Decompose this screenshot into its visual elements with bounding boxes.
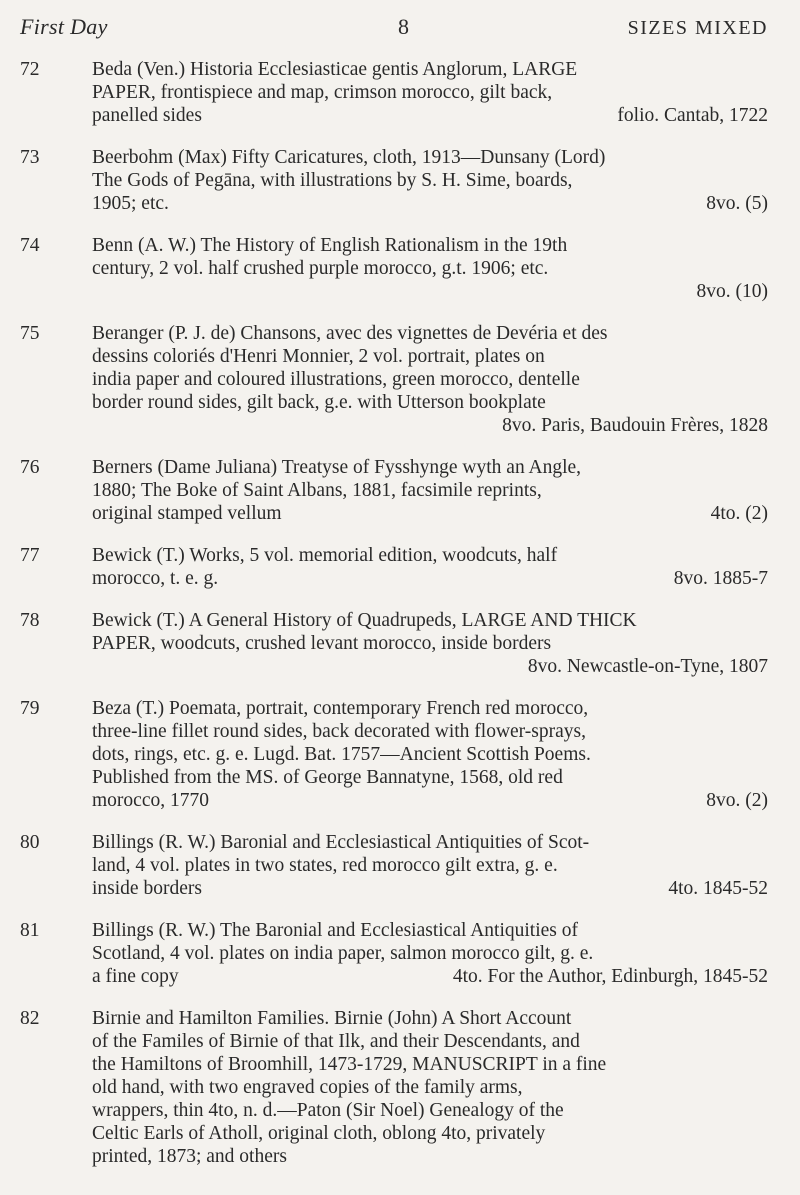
lot-line: 8vo. (10) <box>696 281 768 302</box>
lot-line: old hand, with two engraved copies of the family arms, <box>92 1077 523 1098</box>
lot-line-part: panelled sides <box>92 105 202 126</box>
lot-line: PAPER, frontispiece and map, crimson morocco, gilt back, <box>92 82 553 103</box>
lot-line: the Hamiltons of Broomhill, 1473-1729, MANUSCRIPT in a fine <box>92 1054 607 1075</box>
lot-number: 82 <box>20 1008 40 1029</box>
lot-number: 72 <box>20 59 40 80</box>
page-header <box>20 14 768 40</box>
lot-entry <box>20 146 768 215</box>
lot-entry <box>20 609 768 678</box>
lot-line: Celtic Earls of Atholl, original cloth, oblong 4to, privately <box>92 1123 546 1144</box>
lot-description <box>92 58 768 127</box>
lot-line: 8vo. Paris, Baudouin Frères, 1828 <box>502 415 768 436</box>
lot-line: century, 2 vol. half crushed purple morocco, g.t. 1906; etc. <box>92 258 549 279</box>
lot-line: wrappers, thin 4to, n. d.—Paton (Sir Noel) Genealogy of the <box>92 1100 564 1121</box>
lot-line: Scotland, 4 vol. plates on india paper, salmon morocco gilt, g. e. <box>92 943 594 964</box>
lot-line-part: inside borders <box>92 878 202 899</box>
lot-description <box>92 697 768 812</box>
lot-entry <box>20 831 768 900</box>
lot-line <box>92 192 768 215</box>
lot-number: 77 <box>20 545 40 566</box>
lot-line: Billings (R. W.) The Baronial and Ecclesiastical Antiquities of <box>92 920 578 941</box>
lot-description <box>92 919 768 988</box>
lot-description <box>92 234 768 303</box>
lot-line-part: 8vo. 1885-7 <box>673 568 768 589</box>
lot-line <box>92 567 768 590</box>
lot-line: dessins coloriés d'Henri Monnier, 2 vol. portrait, plates on <box>92 346 545 367</box>
lot-description <box>92 456 768 525</box>
lot-line: Bewick (T.) A General History of Quadrupeds, LARGE AND THICK <box>92 610 637 631</box>
lot-description <box>92 609 768 678</box>
lot-description <box>92 322 768 437</box>
lot-list <box>20 58 768 1168</box>
lot-line-part: morocco, t. e. g. <box>92 568 219 589</box>
lot-number: 74 <box>20 235 40 256</box>
lot-line: Beerbohm (Max) Fifty Caricatures, cloth, 1913—Dunsany (Lord) <box>92 147 606 168</box>
lot-entry <box>20 58 768 127</box>
lot-description <box>92 1007 768 1168</box>
lot-line: 1880; The Boke of Saint Albans, 1881, facsimile reprints, <box>92 480 542 501</box>
lot-line <box>92 502 768 525</box>
lot-line <box>92 104 768 127</box>
lot-line <box>92 789 768 812</box>
lot-line: border round sides, gilt back, g.e. with Utterson bookplate <box>92 392 546 413</box>
lot-description <box>92 831 768 900</box>
lot-entry <box>20 234 768 303</box>
lot-line: Bewick (T.) Works, 5 vol. memorial edition, woodcuts, half <box>92 545 558 566</box>
lot-line-part: morocco, 1770 <box>92 790 209 811</box>
lot-line-part: 1905; etc. <box>92 193 169 214</box>
lot-line-part: 4to. For the Author, Edinburgh, 1845-52 <box>452 966 768 987</box>
lot-number: 73 <box>20 147 40 168</box>
lot-line: Benn (A. W.) The History of English Rationalism in the 19th <box>92 235 568 256</box>
lot-line: 8vo. Newcastle-on-Tyne, 1807 <box>527 656 768 677</box>
lot-entry <box>20 697 768 812</box>
lot-number: 76 <box>20 457 40 478</box>
header-left: First Day <box>20 14 108 39</box>
lot-description <box>92 544 768 590</box>
lot-line: printed, 1873; and others <box>92 1146 287 1167</box>
lot-line-part: 8vo. (2) <box>706 790 768 811</box>
page-number: 8 <box>398 14 410 39</box>
lot-description <box>92 146 768 215</box>
lot-line-part: 4to. 1845-52 <box>668 878 768 899</box>
lot-line: Beranger (P. J. de) Chansons, avec des vignettes de Devéria et des <box>92 323 608 344</box>
lot-line: of the Familes of Birnie of that Ilk, and their Descendants, and <box>92 1031 580 1052</box>
lot-line: Beda (Ven.) Historia Ecclesiasticae gentis Anglorum, LARGE <box>92 59 578 80</box>
lot-number: 81 <box>20 920 40 941</box>
lot-entry <box>20 322 768 437</box>
lot-line-part: 4to. (2) <box>710 503 768 524</box>
header-right: SIZES MIXED <box>627 17 768 39</box>
lot-line: PAPER, woodcuts, crushed levant morocco, inside borders <box>92 633 552 654</box>
lot-line: india paper and coloured illustrations, green morocco, dentelle <box>92 369 580 390</box>
lot-entry <box>20 456 768 525</box>
lot-line: Berners (Dame Juliana) Treatyse of Fysshynge wyth an Angle, <box>92 457 582 478</box>
lot-number: 78 <box>20 610 40 631</box>
lot-number: 75 <box>20 323 40 344</box>
lot-number: 80 <box>20 832 40 853</box>
lot-entry <box>20 544 768 590</box>
lot-number: 79 <box>20 698 40 719</box>
lot-line-part: 8vo. (5) <box>706 193 768 214</box>
lot-line-part: original stamped vellum <box>92 503 282 524</box>
lot-line: Billings (R. W.) Baronial and Ecclesiastical Antiquities of Scot- <box>92 832 590 853</box>
lot-line: Published from the MS. of George Bannatyne, 1568, old red <box>92 767 563 788</box>
lot-line-part: folio. Cantab, 1722 <box>617 105 768 126</box>
lot-entry <box>20 919 768 988</box>
lot-line: dots, rings, etc. g. e. Lugd. Bat. 1757—Ancient Scottish Poems. <box>92 744 591 765</box>
lot-line <box>92 965 768 988</box>
lot-line: The Gods of Pegāna, with illustrations by S. H. Sime, boards, <box>92 170 573 191</box>
lot-line: Beza (T.) Poemata, portrait, contemporary French red morocco, <box>92 698 589 719</box>
lot-line: land, 4 vol. plates in two states, red morocco gilt extra, g. e. <box>92 855 558 876</box>
lot-entry <box>20 1007 768 1168</box>
lot-line-part: a fine copy <box>92 966 179 987</box>
lot-line: Birnie and Hamilton Families. Birnie (John) A Short Account <box>92 1008 572 1029</box>
lot-line: three-line fillet round sides, back decorated with flower-sprays, <box>92 721 586 742</box>
lot-line <box>92 877 768 900</box>
